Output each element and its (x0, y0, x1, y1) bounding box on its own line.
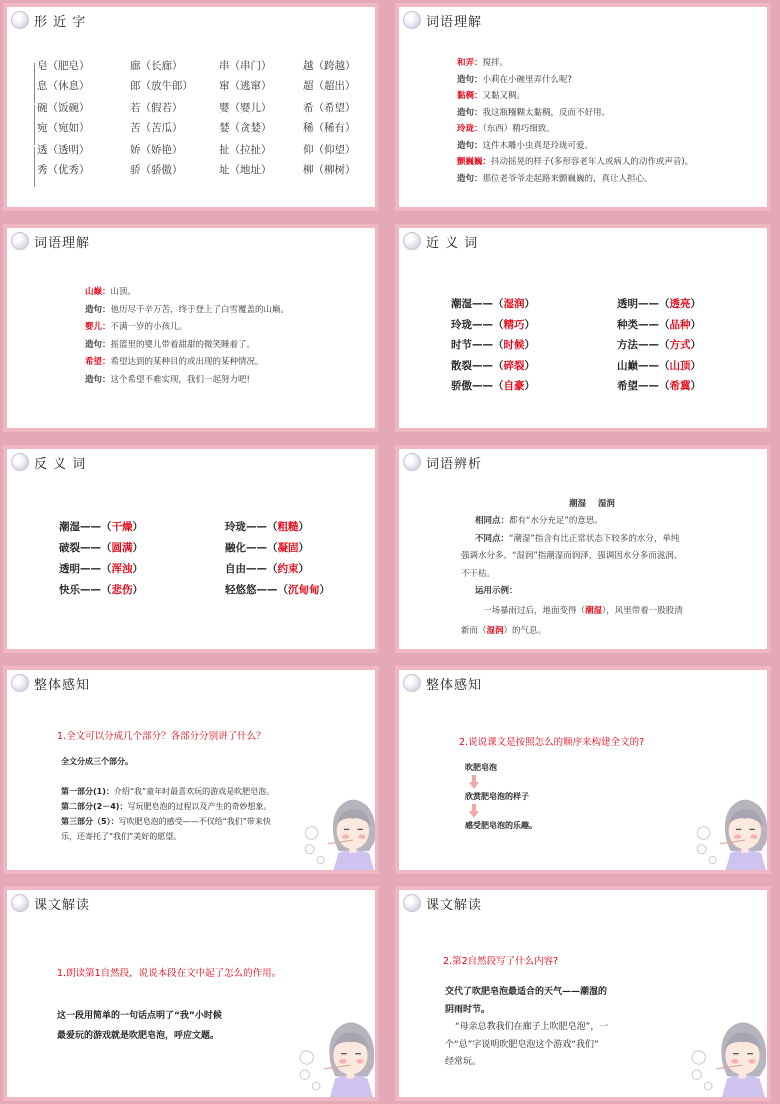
slide-overview-2[interactable] (395, 666, 771, 874)
bracket-line (34, 147, 35, 187)
slide-title: 近 义 词 (426, 235, 479, 251)
char-pair: 仰（仰望） 柳（柳树） (303, 144, 356, 176)
slide-header (403, 452, 482, 472)
slide-header (11, 673, 90, 693)
slide-title: 形 近 字 (34, 14, 87, 30)
char-pair: 皂（肥皂） 息（休息） (37, 60, 90, 92)
question: 1.朗读第1自然段，说说本段在文中起了怎么的作用。 (57, 968, 282, 979)
char-pair: 希（希望） 稀（稀有） (303, 102, 356, 134)
vocab-list: 和弄：搅拌。 造句：小莉在小碗里弄什么呢? 黏稠：又黏又稠。 造句：我这瓶糨糊太黏稠，反而不好用。 玲珑：（东西）精巧细致。 造句：这件木雕小虫真是玲珑可爱。 颤巍巍：抖动摇晃的样子(多形容老年人或病人的动作或声音)。 造句：那位老爷爷走起路来颤巍巍的，真让人担心。 (457, 58, 694, 184)
slide-title: 词语理解 (426, 14, 483, 30)
slide-title: 词语理解 (34, 235, 91, 251)
slide-antonyms[interactable] (3, 445, 379, 653)
slide-vocabulary-2[interactable] (3, 224, 379, 432)
sequence-step-3: 感受肥皂泡的乐趣。 (465, 821, 537, 830)
char-pair: 碗（饭碗） 宛（宛如） (37, 102, 90, 134)
bubble-icon (403, 453, 421, 471)
synonym-list-right: 透明——（透亮） 种类——（品种） 方法——（方式） 山巅——（山顶） 希望——（希冀） (617, 298, 701, 392)
answer: 交代了吹肥皂泡最适合的天气——潮湿的 阴雨时节。 “母亲总教我们在廊子上吹肥皂泡”，一 个“总”字说明吹肥皂泡这个游戏“我们” 经常玩。 (445, 987, 609, 1067)
question: 1.全文可以分成几个部分？各部分分别讲了什么？ (57, 731, 266, 742)
slide-vocabulary-1[interactable] (395, 3, 771, 211)
slide-title: 课文解读 (426, 897, 483, 913)
slide-title: 反 义 词 (34, 456, 87, 472)
slide-header (11, 231, 90, 251)
bubble-icon (11, 674, 29, 692)
char-pair: 娇（娇艳） 骄（骄傲） (130, 144, 183, 176)
synonym-list-left: 潮湿——（湿润） 玲珑——（精巧） 时节——（时候） 散裂——（碎裂） 骄傲——（自豪） (451, 298, 535, 392)
discrimination-body: 相同点：都有“水分充足”的意思。 不同点：“潮湿”指含有比正常状态下较多的水分，单纯 (475, 516, 680, 544)
vocab-list: 山巅：山顶。 造句：他历尽千辛万苦，终于登上了白雪覆盖的山巅。 婴儿：不满一岁的小孩儿。 造句：摇篮里的婴儿带着甜甜的微笑睡着了。 希望：希望达到的某种目的或出现的某种情况。 造句：这个希望不难实现，我们一起努力吧! (85, 287, 290, 385)
antonym-list-right: 玲珑——（粗糙） 融化——（凝固） 自由——（约束） 轻悠悠——（沉甸甸） (225, 521, 330, 596)
char-pair: 廊（长廊） 郎（放牛郎） (130, 60, 193, 92)
summary: 全文分成三个部分。 (61, 757, 133, 766)
bubble-icon (11, 894, 29, 912)
girl-bubble-illustration (693, 788, 771, 874)
bubble-icon (403, 674, 421, 692)
bubble-icon (11, 232, 29, 250)
slide-similar-characters[interactable] (3, 3, 379, 211)
slide-overview-1[interactable] (3, 666, 379, 874)
question: 2.说说课文是按照怎么的顺序来构建全文的? (459, 737, 645, 748)
discrimination-body-cont: 强调水分多。“湿润”指潮湿而润泽，强调因水分多而滋润、 不干枯。 (461, 551, 683, 579)
bubble-icon (403, 894, 421, 912)
girl-bubble-illustration (295, 1010, 379, 1101)
slide-header (403, 673, 482, 693)
slide-title: 词语辨析 (426, 456, 483, 472)
slide-text-reading-1[interactable] (3, 886, 379, 1101)
char-pair: 串（串门） 窜（逃窜） (219, 60, 272, 92)
slide-synonyms[interactable] (395, 224, 771, 432)
char-pair: 透（透明） 秀（优秀） (37, 144, 90, 176)
sequence-step-1: 吹肥皂泡 (465, 763, 497, 772)
bubble-icon (11, 11, 29, 29)
char-pair: 越（跨越） 超（超出） (303, 60, 356, 92)
answer: 这一段用简单的一句话点明了“我”小时候 最爱玩的游戏就是吹肥皂泡，呼应文题。 (57, 1011, 222, 1041)
example-line-1: 一场暴雨过后，地面变得（潮湿），风里带着一股股清 (483, 606, 683, 616)
slide-title: 整体感知 (426, 677, 483, 693)
char-pair: 扯（拉扯） 址（地址） (219, 144, 272, 176)
sequence-step-2: 欣赏肥皂泡的样子 (465, 792, 529, 801)
bracket-line (34, 63, 35, 103)
char-pair: 婴（婴儿） 婪（贪婪） (219, 102, 272, 134)
slide-header (403, 893, 482, 913)
example-label: 运用示例： (475, 586, 518, 596)
parts-list: 第一部分(1)：介绍“我”童年时最喜欢玩的游戏是吹肥皂泡。 第二部分(2－4)：写玩肥皂泡的过程以及产生的奇妙想象。 第三部分（5）：写吹肥皂泡的感受——不仅给“我们”带来快 乐，还寄托了“我们”美好的愿望。 (61, 787, 275, 841)
girl-bubble-illustration (301, 788, 379, 874)
slide-header (11, 452, 86, 472)
bubble-icon (403, 232, 421, 250)
bubble-icon (11, 453, 29, 471)
slide-header (11, 893, 90, 913)
slide-text-reading-2[interactable] (395, 886, 771, 1101)
bubble-icon (403, 11, 421, 29)
slide-title: 课文解读 (34, 897, 91, 913)
slide-header (11, 10, 86, 30)
slide-title: 整体感知 (34, 677, 91, 693)
slide-header (403, 231, 478, 251)
slide-header (403, 10, 482, 30)
slide-word-discrimination[interactable] (395, 445, 771, 653)
bracket-line (34, 105, 35, 145)
question: 2.第2自然段写了什么内容? (443, 956, 559, 967)
girl-bubble-illustration (687, 1010, 771, 1101)
example-line-2: 新而（湿润）的气息。 (461, 626, 547, 636)
discrimination-heading: 潮湿 湿润 (569, 499, 615, 509)
antonym-list-left: 潮湿——（干燥） 破裂——（圆满） 透明——（浑浊） 快乐——（悲伤） (59, 521, 143, 596)
char-pair: 若（假若） 苦（苦瓜） (130, 102, 183, 134)
